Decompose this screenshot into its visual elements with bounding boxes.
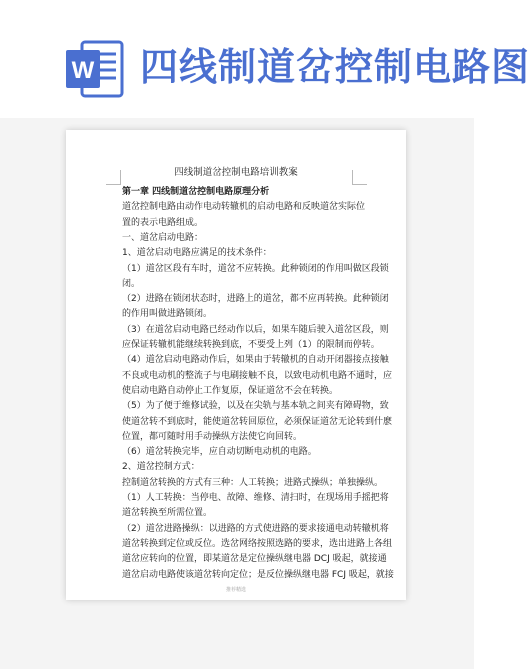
document-line: 道岔控制电路由动作电动转辙机的启动电路和反映道岔实际位 — [122, 202, 366, 213]
page-footer: 推荐精选 — [225, 587, 246, 593]
document-line: 一、道岔启动电路： — [122, 232, 204, 243]
document-line: 道岔转换到定位或反位。选岔网络按照选路的要求，选出进路上各组 — [122, 538, 393, 549]
document-line: （3）在道岔启动电路已经动作以后，如果车随后驶入道岔区段，则 — [122, 324, 389, 335]
document-line: 使道岔转不到底时，能使道岔转回原位，必须保证道岔无论转到什麽 — [122, 416, 393, 427]
document-line: 使启动电路自动停止工作复原，保证道岔不会在转换。 — [122, 385, 339, 396]
document-line: 第一章 四线制道岔控制电路原理分析 — [122, 187, 270, 197]
document-line: 置的表示电路组成。 — [122, 217, 204, 228]
word-document-icon — [64, 38, 126, 100]
word-icon-letter: W — [71, 57, 95, 84]
document-line: （2）进路在锁闭状态时，进路上的道岔，都不应再转换。此种锁闭 — [122, 294, 389, 305]
document-line: （5）为了便于维修试验，以及在尖轨与基本轨之间夹有障碍物，致 — [122, 401, 389, 412]
document-line: 不良或电动机的整流子与电刷接触不良，以致电动机电路不通时，应 — [122, 370, 393, 381]
document-line: （4）道岔启动电路动作后，如果由于转辙机的自动开闭器接点接触 — [122, 355, 389, 366]
document-line: 2、道岔控制方式： — [122, 462, 200, 473]
document-line: 控制道岔转换的方式有三种：人工转换；进路式操纵；单独操纵。 — [122, 477, 384, 488]
document-line: （1）人工转换：当停电、故障、维修、清扫时，在现场用手摇把将 — [122, 493, 389, 503]
document-line: 道岔启动电路使该道岔转向定位；是反位操纵继电器 FCJ 吸起，就接 — [122, 569, 394, 580]
document-line: 道岔转换至所需位置。 — [122, 508, 213, 519]
document-line: （6）道岔转换完毕，应自动切断电动机的电路。 — [122, 447, 317, 458]
document-page[interactable] — [66, 130, 406, 600]
document-line: （1）道岔区段有车时，道岔不应转换。此种锁闭的作用叫做区段锁 — [122, 263, 389, 274]
document-line: 1、道岔启动电路应满足的技术条件： — [122, 248, 272, 259]
document-line: 闭。 — [122, 278, 141, 289]
document-line: （2）道岔进路操纵：以进路的方式使进路的要求接通电动转辙机将 — [122, 523, 389, 534]
document-line: 的作用叫做进路锁闭。 — [122, 309, 213, 320]
document-title: 四线制道岔控制电路培训教案 — [174, 167, 298, 178]
document-line: 应保证转辙机能继续转换到底，不要受上列（1）的限制而停转。 — [122, 340, 380, 350]
document-line: 道岔应转向的位置，即某道岔是定位操纵继电器 DCJ 吸起，就接通 — [122, 554, 387, 565]
banner — [0, 0, 530, 120]
banner-title: 四线制道岔控制电路图 — [140, 45, 530, 89]
document-line: 位置，都可随时用手动操纵方法使它向回转。 — [122, 431, 303, 442]
